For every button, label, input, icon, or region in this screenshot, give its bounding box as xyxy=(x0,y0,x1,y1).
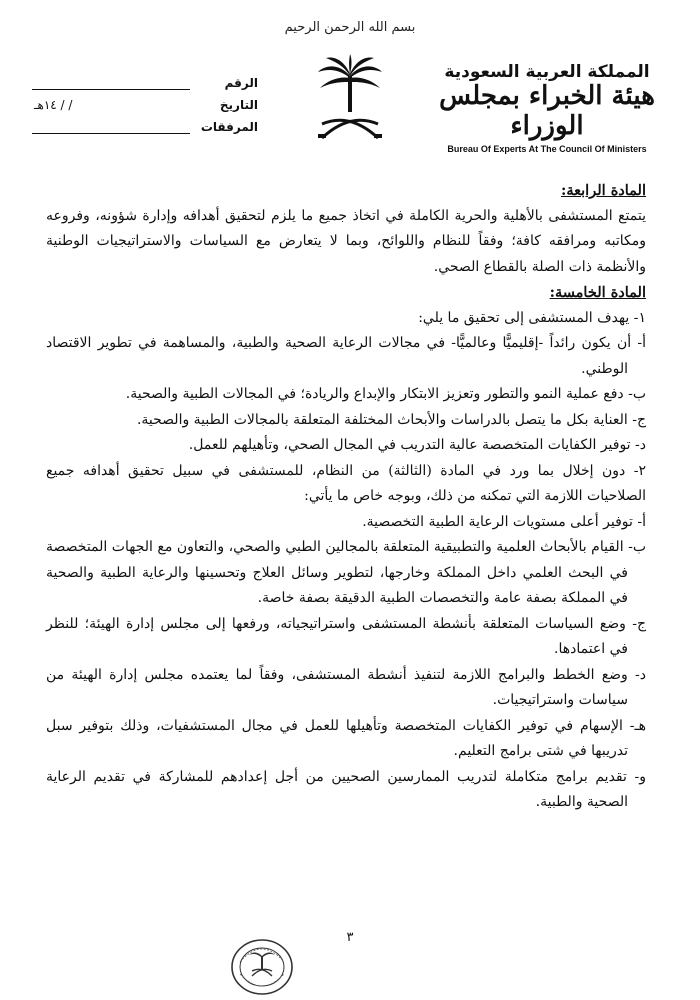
date-value: / / ١٤هـ xyxy=(34,98,73,112)
bureau-name-arabic: هيئة الخبراء بمجلس الوزراء xyxy=(439,81,655,141)
article-4-title: المادة الرابعة: xyxy=(561,182,646,199)
bureau-name-english: Bureau Of Experts At The Council Of Ministers xyxy=(447,143,647,154)
number-line xyxy=(32,76,190,90)
article-5-item-2-e: هـ- الإسهام في توفير الكفايات المتخصصة وتأهيلها للعمل في مجال المستشفيات، وذلك بتوفير سبل تدريبها في شتى برامج التعليم. xyxy=(46,717,647,759)
article-5-item-2: ٢- دون إخلال بما ورد في المادة (الثالثة) من النظام، للمستشفى في سبيل تحقيق أهدافه جميع الصلاحيات اللازمة التي تمكنه من ذلك، وبوجه خاص ما يأتي: xyxy=(46,462,646,504)
attachments-line xyxy=(32,120,190,134)
article-5-item-1-c: ج- العناية بكل ما يتصل بالدراسات والأبحاث المختلفة المتعلقة بالمجالات الطبية والصحية. xyxy=(136,411,646,428)
kingdom-name: المملكة العربية السعودية xyxy=(444,62,650,82)
article-5-item-2-c: ج- وضع السياسات المتعلقة بأنشطة المستشفى واستراتيجياته، ورفعها إلى مجلس إدارة الهيئة؛ للنظر في اعتمادها. xyxy=(46,615,646,657)
article-5-item-2-a: أ- توفير أعلى مستويات الرعاية الطبية التخصصية. xyxy=(362,513,646,530)
reference-block xyxy=(28,68,258,134)
date-row xyxy=(28,90,258,112)
attachments-row xyxy=(28,112,258,134)
official-seal-stamp-icon xyxy=(230,938,294,996)
article-4-text: يتمتع المستشفى بالأهلية والحرية الكاملة في اتخاذ جميع ما يلزم لتحقيق أهدافه وإدارة شؤونه، وفروعه ومكاتبه ومرافقه كافة؛ وفقاً للنظام واللوائح، وبما لا يتعارض مع السياسات والاستراتيجيات الوطنية والأنظمة ذات الصلة بالقطاع الصحي. xyxy=(46,207,646,275)
basmala: بسم الله الرحمن الرحيم xyxy=(284,20,416,35)
article-5-item-2-f: و- تقديم برامج متكاملة لتدريب الممارسين الصحيين من أجل إعدادهم للمشاركة في تقديم الرعاية الصحية والطبية. xyxy=(46,768,646,810)
article-5-item-1-a: أ- أن يكون رائداً -إقليميًّا وعالميًّا- في مجالات الرعاية الصحية والطبية، والمساهمة في تطوير الاقتصاد الوطني. xyxy=(46,335,646,377)
article-5-item-1: ١- يهدف المستشفى إلى تحقيق ما يلي: xyxy=(418,309,646,326)
article-5-item-2-b: ب- القيام بالأبحاث العلمية والتطبيقية المتعلقة بالمجالين الطبي والصحي، والتعاون مع الجهات المتخصصة في البحث العلمي داخل المملكة وخارجها، لتطوير وسائل العلاج وتحسينها والرعاية الطبية والصحية في المملكة بصفة عامة والتخصصات الطبية الدقيقة بصفة خاصة. xyxy=(46,539,646,606)
organization-block xyxy=(422,62,672,154)
article-5-item-2-d: د- وضع الخطط والبرامج اللازمة لتنفيذ أنشطة المستشفى، وفقاً لما يعتمده مجلس إدارة الهيئة من سياسات واستراتيجيات. xyxy=(46,666,646,708)
document-body xyxy=(46,178,646,816)
article-5-item-1-b: ب- دفع عملية النمو والتطور وتعزيز الابتكار والإبداع والريادة؛ في المجالات الطبية والصحية. xyxy=(125,386,646,402)
page-number: ٣ xyxy=(346,930,354,945)
date-label: التاريخ xyxy=(219,98,258,112)
palm-swords-emblem-icon xyxy=(310,54,390,142)
number-label: الرقم xyxy=(224,76,258,90)
number-row xyxy=(28,68,258,90)
article-5-title: المادة الخامسة: xyxy=(549,284,646,301)
article-5-item-1-d: د- توفير الكفايات المتخصصة عالية التدريب في المجال الصحي، وتأهيلهم للعمل. xyxy=(188,437,646,453)
attachments-label: المرفقات xyxy=(200,120,258,134)
